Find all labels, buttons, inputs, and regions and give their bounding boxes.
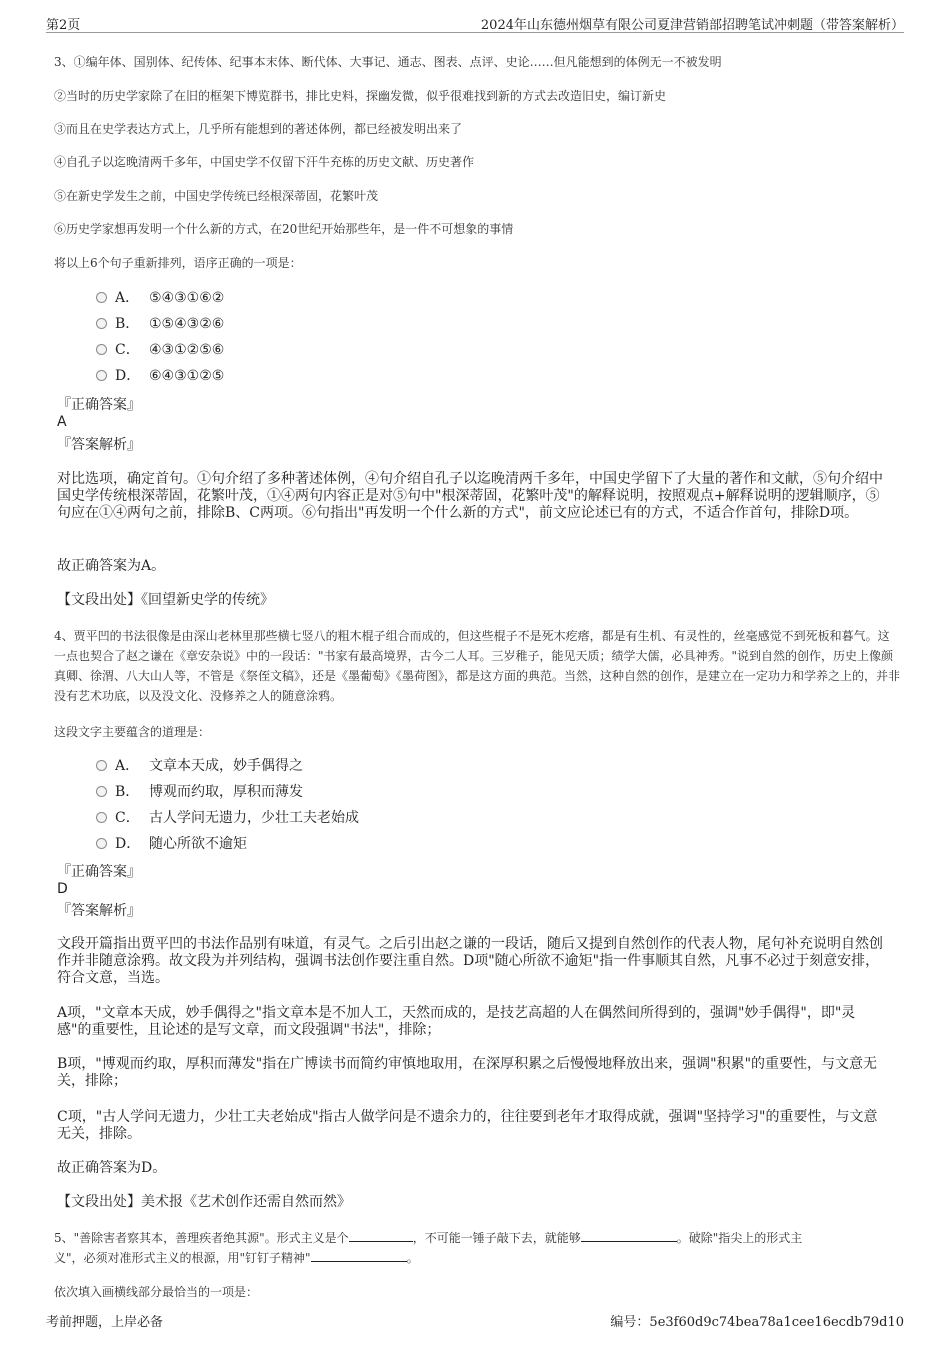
page-number: 第2页 — [46, 18, 81, 33]
q5-stem-line-2: 义"，必须对准形式主义的根源，用"钉钉子精神" 。 — [54, 1251, 419, 1265]
header-divider — [46, 32, 904, 33]
q3-line-1: 3、①编年体、国别体、纪传体、纪事本末体、断代体、大事记、通志、图表、点评、史论……但凡能想到的体例无一不被发明 — [54, 55, 722, 69]
q4-analysis-a: A项，"文章本天成，妙手偶得之"指文章本是不加人工，天然而成的，是技艺高超的人在偶然间所得到的，强调"妙手偶得"，即"灵感"的重要性，且论述的是写文章，而文段强调"书法"，排除； — [57, 1005, 856, 1038]
q3-line-3: ③而且在史学表达方式上，几乎所有能想到的著述体例，都已经被发明出来了 — [54, 122, 463, 136]
q4-analysis-body: 文段开篇指出贾平凹的书法作品别有味道，有灵气。之后引出赵之谦的一段话，随后又提到自然创作的代表人物，尾句补充说明自然创作并非随意涂鸦。故文段为并列结构，强调书法创作要注重自然。D项"随心所欲不逾矩"指一件事顺其自然，凡事不必过于刻意安排，符合文意，当选。 — [57, 936, 883, 986]
q3-answer: A — [57, 414, 67, 430]
footer-slogan: 考前押题，上岸必备 — [46, 1315, 164, 1330]
q4-option-d[interactable]: D． 随心所欲不逾矩 — [96, 834, 247, 854]
q3-line-5: ⑤在新史学发生之前，中国史学传统已经根深蒂固，花繁叶茂 — [54, 189, 379, 203]
fill-blank-3[interactable] — [311, 1249, 407, 1262]
radio-icon[interactable] — [96, 292, 107, 303]
fill-blank-1[interactable] — [349, 1229, 413, 1242]
q4-conclusion: 故正确答案为D。 — [57, 1160, 167, 1176]
radio-icon[interactable] — [96, 344, 107, 355]
q3-line-6: ⑥历史学家想再发明一个什么新的方式，在20世纪开始那些年，是一件不可想象的事情 — [54, 222, 514, 236]
q3-option-a[interactable]: A． ⑤④③①⑥② — [96, 288, 224, 308]
q4-passage: 4、贾平凹的书法很像是由深山老林里那些横七竖八的粗木棍子组合而成的，但这些棍子不是死木疙瘩，都是有生机、有灵性的，丝毫感觉不到死板和暮气。这一点也契合了赵之谦在《章安杂说》中的一段话："书家有最高境界，古今二人耳。三岁稚子，能见天质；绩学大儒，必具神秀。"说到自然的创作，历史上像颜真卿、徐渭、八大山人等，不管是《祭侄文稿》，还是《墨葡萄》《墨荷图》，都是这方面的典范。当然，这种自然的创作，是建立在一定功力和学养之上的，并非没有艺术功底，以及没文化、没修养之人的随意涂鸦。 — [54, 629, 901, 703]
radio-icon[interactable] — [96, 760, 107, 771]
q4-prompt: 这段文字主要蕴含的道理是： — [54, 725, 211, 739]
radio-icon[interactable] — [96, 786, 107, 797]
q3-analysis-body: 对比选项，确定首句。①句介绍了多种著述体例，④句介绍自孔子以迄晚清两千多年，中国史学留下了大量的著作和文献，⑤句介绍中国史学传统根深蒂固，花繁叶茂，①④两句内容正是对⑤句中"根深蒂固，花繁叶茂"的解释说明，按照观点+解释说明的逻辑顺序，⑤句应在①④两句之前，排除B、C两项。⑥句指出"再发明一个什么新的方式"，前文应论述已有的方式，不适合作首句，排除D项。 — [57, 471, 883, 521]
q4-analysis-c: C项，"古人学问无遗力，少壮工夫老始成"指古人做学问是不遗余力的，往往要到老年才取得成就，强调"坚持学习"的重要性，与文意无关，排除。 — [57, 1109, 878, 1142]
q4-answer: D — [57, 881, 68, 897]
q3-prompt: 将以上6个句子重新排列，语序正确的一项是： — [54, 256, 302, 270]
fill-blank-2[interactable] — [581, 1229, 677, 1242]
q4-analysis-label: 『答案解析』 — [57, 903, 141, 919]
q4-option-a[interactable]: A． 文章本天成，妙手偶得之 — [96, 756, 303, 776]
q3-line-2: ②当时的历史学家除了在旧的框架下博览群书，排比史料，探幽发微，似乎很难找到新的方式去改造旧史，编订新史 — [54, 89, 667, 103]
q4-option-c[interactable]: C． 古人学问无遗力，少壮工夫老始成 — [96, 808, 359, 828]
radio-icon[interactable] — [96, 370, 107, 381]
q5-stem-line-1: 5、"善除害者察其本，善理疾者绝其源"。形式主义是个 ，不可能一锤子敲下去，就能够 。破除"指尖上的形式主 — [54, 1231, 803, 1245]
q4-answer-label: 『正确答案』 — [57, 864, 141, 880]
document-id: 编号：5e3f60d9c74bea78a1cee16ecdb79d10 — [610, 1315, 904, 1330]
q4-analysis-b: B项，"博观而约取，厚积而薄发"指在广博读书而简约审慎地取用，在深厚积累之后慢慢地释放出来，强调"积累"的重要性，与文意无关，排除； — [57, 1056, 878, 1089]
q4-source: 【文段出处】美术报《艺术创作还需自然而然》 — [57, 1194, 351, 1210]
q3-option-c[interactable]: C． ④③①②⑤⑥ — [96, 340, 224, 360]
q3-source: 【文段出处】《回望新史学的传统》 — [57, 592, 274, 608]
q3-option-d[interactable]: D． ⑥④③①②⑤ — [96, 366, 224, 386]
q3-conclusion: 故正确答案为A。 — [57, 558, 166, 574]
q3-answer-label: 『正确答案』 — [57, 397, 141, 413]
q3-option-b[interactable]: B． ①⑤④③②⑥ — [96, 314, 224, 334]
q3-analysis-label: 『答案解析』 — [57, 437, 141, 453]
radio-icon[interactable] — [96, 812, 107, 823]
radio-icon[interactable] — [96, 318, 107, 329]
q5-prompt: 依次填入画横线部分最恰当的一项是： — [54, 1285, 259, 1299]
document-title: 2024年山东德州烟草有限公司夏津营销部招聘笔试冲刺题（带答案解析） — [480, 18, 904, 33]
radio-icon[interactable] — [96, 838, 107, 849]
q3-line-4: ④自孔子以迄晚清两千多年，中国史学不仅留下汗牛充栋的历史文献、历史著作 — [54, 155, 475, 169]
q4-option-b[interactable]: B． 博观而约取，厚积而薄发 — [96, 782, 303, 802]
